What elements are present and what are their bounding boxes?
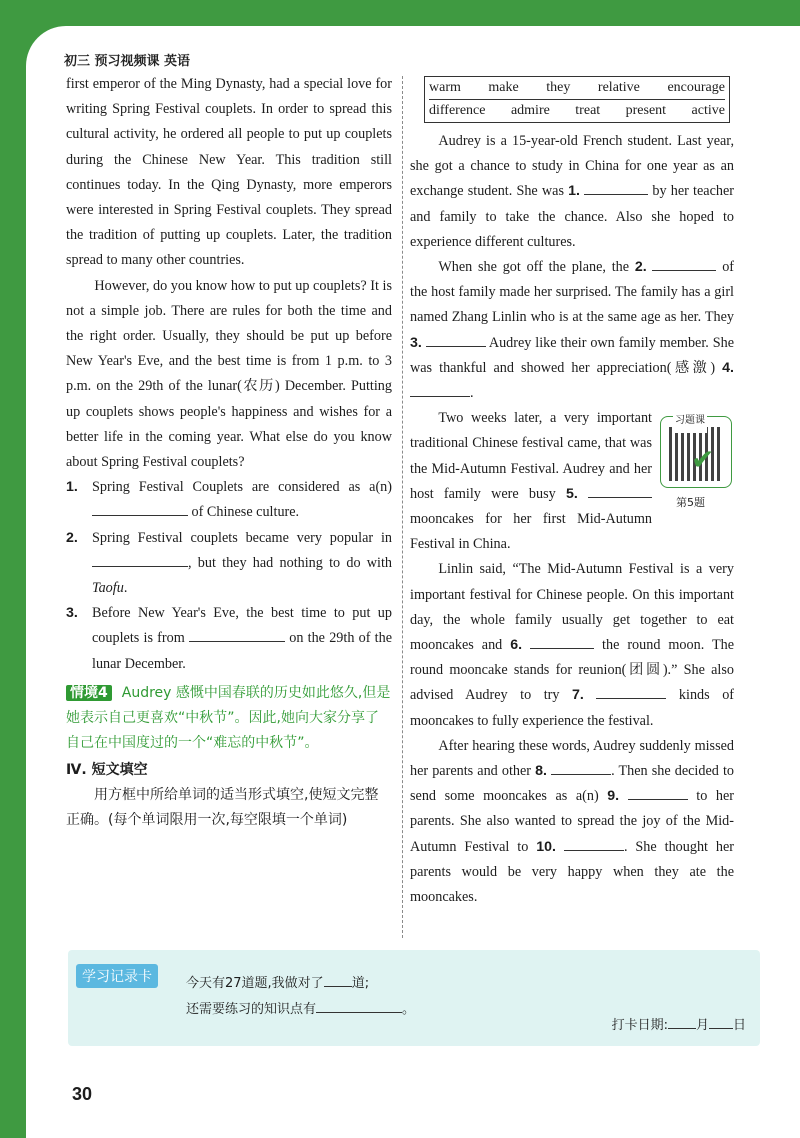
question-number: 3. bbox=[66, 605, 78, 622]
answer-blank[interactable] bbox=[92, 551, 188, 567]
question-number: 1. bbox=[66, 479, 78, 496]
word-bank-row-2 bbox=[429, 99, 725, 122]
word-bank bbox=[424, 76, 730, 123]
question-1 bbox=[66, 475, 392, 525]
word-bank-item: treat bbox=[575, 103, 601, 118]
word-bank-item: they bbox=[546, 80, 571, 95]
scenario-tag: 情境4 bbox=[66, 685, 112, 701]
knowledge-points-blank[interactable] bbox=[316, 998, 402, 1013]
answer-blank[interactable] bbox=[426, 331, 486, 347]
question-text: Spring Festival Couplets are considered as a(n) bbox=[92, 479, 392, 496]
answer-blank[interactable] bbox=[92, 500, 188, 516]
answer-blank[interactable] bbox=[628, 784, 688, 800]
word-bank-item: encourage bbox=[667, 80, 725, 95]
qr-label: 习题课 bbox=[673, 408, 707, 433]
blank-number: 6. bbox=[510, 637, 523, 654]
word-bank-item: difference bbox=[429, 103, 486, 118]
question-text: , but they had nothing to do with bbox=[188, 554, 392, 571]
answer-blank[interactable] bbox=[588, 482, 652, 498]
blank-number: 7. bbox=[572, 687, 584, 704]
check-in-date: 打卡日期: 月 日 bbox=[612, 1014, 746, 1033]
word-bank-item: make bbox=[488, 80, 519, 95]
question-text: on the 29th of the lunar December. bbox=[92, 630, 393, 672]
blank-number: 8. bbox=[535, 763, 547, 780]
record-line-2: 还需要练习的知识点有 。 bbox=[186, 998, 415, 1017]
answer-blank[interactable] bbox=[596, 683, 666, 699]
answer-blank[interactable] bbox=[652, 255, 716, 271]
page-number: 30 bbox=[72, 1084, 93, 1104]
study-record-card bbox=[68, 950, 760, 1046]
blank-number: 9. bbox=[607, 788, 620, 805]
word-bank-item: warm bbox=[429, 80, 461, 95]
word-bank-item: active bbox=[691, 103, 725, 118]
question-text: . bbox=[123, 580, 128, 597]
scenario-text: Audrey 感慨中国春联的历史如此悠久,但是她表示自己更喜欢“中秋节”。因此,她向大家分享了自己在中国度过的一个“难忘的中秋节”。 bbox=[66, 684, 391, 751]
story-paragraph-1: Audrey is a 15-year-old French student. Last year, she got a chance to study in China for one year as an exchange student. She was 1. by her teacher and family to take the chance. Also she hoped to experience different cultures. bbox=[410, 133, 735, 250]
blank-number: 10. bbox=[536, 838, 556, 855]
word-bank-item: admire bbox=[510, 103, 550, 118]
blank-number: 5. bbox=[565, 485, 578, 502]
qr-code-card[interactable] bbox=[660, 410, 734, 508]
page-header: 初三 预习视频课 英语 bbox=[64, 54, 191, 69]
left-column bbox=[66, 72, 392, 833]
right-column bbox=[410, 72, 734, 910]
qr-caption: 第5题 bbox=[676, 496, 705, 510]
section-title: Ⅳ. 短文填空 bbox=[66, 761, 148, 778]
answer-blank[interactable] bbox=[564, 835, 624, 851]
story-paragraph-4: Linlin said, “The Mid-Autumn Festival is a very important festival for Chinese people. On this important day, the whole family usually get together to eat mooncakes and 6. the round moon. The round mooncake stands for reunion(团圆).” She also advised Audrey to try 7. kinds of mooncakes to fully experience the festival. bbox=[410, 561, 735, 729]
question-text: of Chinese culture. bbox=[191, 504, 300, 521]
answer-blank[interactable] bbox=[584, 179, 648, 195]
word-bank-item: present bbox=[625, 103, 667, 118]
answer-blank[interactable] bbox=[530, 633, 594, 649]
day-blank[interactable] bbox=[709, 1014, 733, 1029]
check-icon: ✔ bbox=[691, 443, 715, 477]
column-divider bbox=[402, 76, 403, 938]
passage-paragraph-1: first emperor of the Ming Dynasty, had a special love for writing Spring Festival couplets. In order to spread this cultural activity, he ordered all people to put up couplets during the Chinese New Year. This tradition still continues today. In the Qing Dynasty, more emperors were interested in Spring Festival couplets. They spread the tradition of putting up couplets. Later, the tradition spread to many other countries. bbox=[66, 76, 392, 269]
question-3 bbox=[66, 601, 392, 677]
passage-paragraph-2: However, do you know how to put up couplets? It is not a simple job. There are rules for both the time and the right order. Usually, they should be put up before New Year's Eve, and the best time is from 1 p.m. to 3 p.m. on the 29th of the lunar(农历) December. Putting up couplets shows people's happiness and wishes for a better life in the coming year. What else do you know about Spring Festival couplets? bbox=[66, 277, 392, 471]
scenario-box bbox=[66, 681, 392, 756]
answer-blank[interactable] bbox=[410, 381, 470, 397]
answer-blank[interactable] bbox=[189, 626, 285, 642]
story-paragraph-2: When she got off the plane, the 2. of the host family made her surprised. The family has a girl named Zhang Linlin who is at the same age as her. They 3. Audrey like their own family member. She was thankful and showed her appreciation(感激) 4. . bbox=[410, 255, 734, 406]
word-bank-item: relative bbox=[597, 80, 640, 95]
record-tag: 学习记录卡 bbox=[76, 964, 158, 988]
answer-blank[interactable] bbox=[551, 759, 611, 775]
blank-number: 4. bbox=[722, 359, 734, 376]
correct-count-blank[interactable] bbox=[324, 972, 352, 987]
italic-word: Taofu bbox=[92, 580, 124, 597]
question-2 bbox=[66, 526, 392, 602]
month-blank[interactable] bbox=[668, 1014, 696, 1029]
word-bank-row-1 bbox=[429, 77, 725, 99]
story-paragraph-5: After hearing these words, Audrey suddenly missed her parents and other 8. . Then she decided to send some mooncakes as a(n) 9. to her parents. She also wanted to spread the joy of the Mid-Autumn Festival to 10. . She thought her parents would be very happy when they ate the mooncakes. bbox=[410, 737, 735, 906]
story-paragraph-3: Two weeks later, a very important traditional Chinese festival came, that was the Mid-Autumn Festival. Audrey and her host family were busy 5. mooncakes for her first Mid-Autumn Festival in China. bbox=[410, 410, 652, 553]
worksheet-page bbox=[26, 26, 800, 1138]
question-text: Before New Year's Eve, the best time to put up couplets is from bbox=[92, 605, 392, 647]
question-text: Spring Festival couplets became very popular in bbox=[92, 529, 392, 546]
question-number: 2. bbox=[66, 529, 78, 546]
blank-number: 1. bbox=[568, 183, 581, 200]
blank-number: 3. bbox=[410, 334, 422, 351]
blank-number: 2. bbox=[634, 259, 647, 276]
record-line-1: 今天有27道题,我做对了 道; bbox=[186, 972, 369, 991]
section-instruction: 用方框中所给单词的适当形式填空,使短文完整正确。(每个单词限用一次,每空限填一个单词) bbox=[66, 787, 379, 829]
